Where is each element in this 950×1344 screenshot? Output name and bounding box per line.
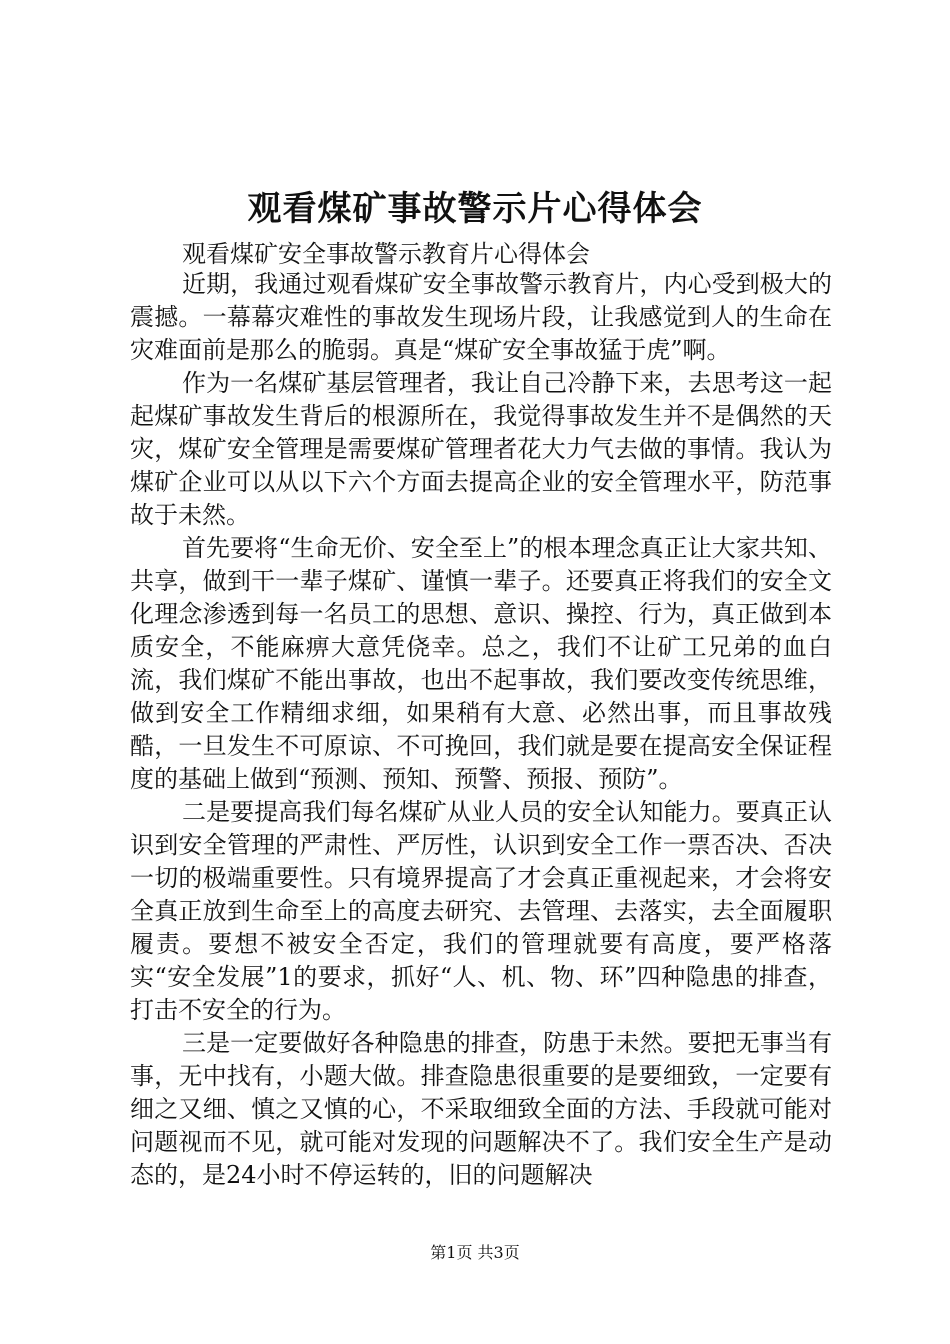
document-title: 观看煤矿事故警示片心得体会 xyxy=(247,189,703,229)
document-subtitle: 观看煤矿安全事故警示教育片心得体会 xyxy=(182,240,590,268)
paragraph: 二是要提高我们每名煤矿从业人员的安全认知能力。要真正认识到安全管理的严肃性、严厉性，认识到安全工作一票否决、否决一切的极端重要性。只有境界提高了才会真正重视起来，才会将安全真正放到生命至上的高度去研究、去管理、去落实，去全面履职履责。要想不被安全否定，我们的管理就要有高度，要严格落实“安全发展”1的要求，抓好“人、机、物、环”四种隐患的排查，打击不安全的行为。 xyxy=(130,798,832,1024)
paragraph: 作为一名煤矿基层管理者，我让自己冷静下来，去思考这一起起煤矿事故发生背后的根源所在，我觉得事故发生并不是偶然的天灾，煤矿安全管理是需要煤矿管理者花大力气去做的事情。我认为煤矿企业可以从以下六个方面去提高企业的安全管理水平，防范事故于未然。 xyxy=(130,369,832,529)
page-footer: 第1页 共3页 xyxy=(430,1243,520,1262)
paragraph: 近期，我通过观看煤矿安全事故警示教育片，内心受到极大的震撼。一幕幕灾难性的事故发生现场片段，让我感觉到人的生命在灾难面前是那么的脆弱。真是“煤矿安全事故猛于虎”啊。 xyxy=(130,270,832,364)
paragraph: 三是一定要做好各种隐患的排查，防患于未然。要把无事当有事，无中找有，小题大做。排查隐患很重要的是要细致，一定要有细之又细、慎之又慎的心，不采取细致全面的方法、手段就可能对问题视而不见，就可能对发现的问题解决不了。我们安全生产是动态的，是24小时不停运转的，旧的问题解决 xyxy=(130,1029,832,1189)
document-body xyxy=(130,268,832,1192)
paragraph: 首先要将“生命无价、安全至上”的根本理念真正让大家共知、共享，做到干一辈子煤矿、谨慎一辈子。还要真正将我们的安全文化理念渗透到每一名员工的思想、意识、操控、行为，真正做到本质安全，不能麻痹大意凭侥幸。总之，我们不让矿工兄弟的血白流，我们煤矿不能出事故，也出不起事故，我们要改变传统思维，做到安全工作精细求细，如果稍有大意、必然出事，而且事故残酷，一旦发生不可原谅、不可挽回，我们就是要在提高安全保证程度的基础上做到“预测、预知、预警、预报、预防”。 xyxy=(130,534,832,793)
